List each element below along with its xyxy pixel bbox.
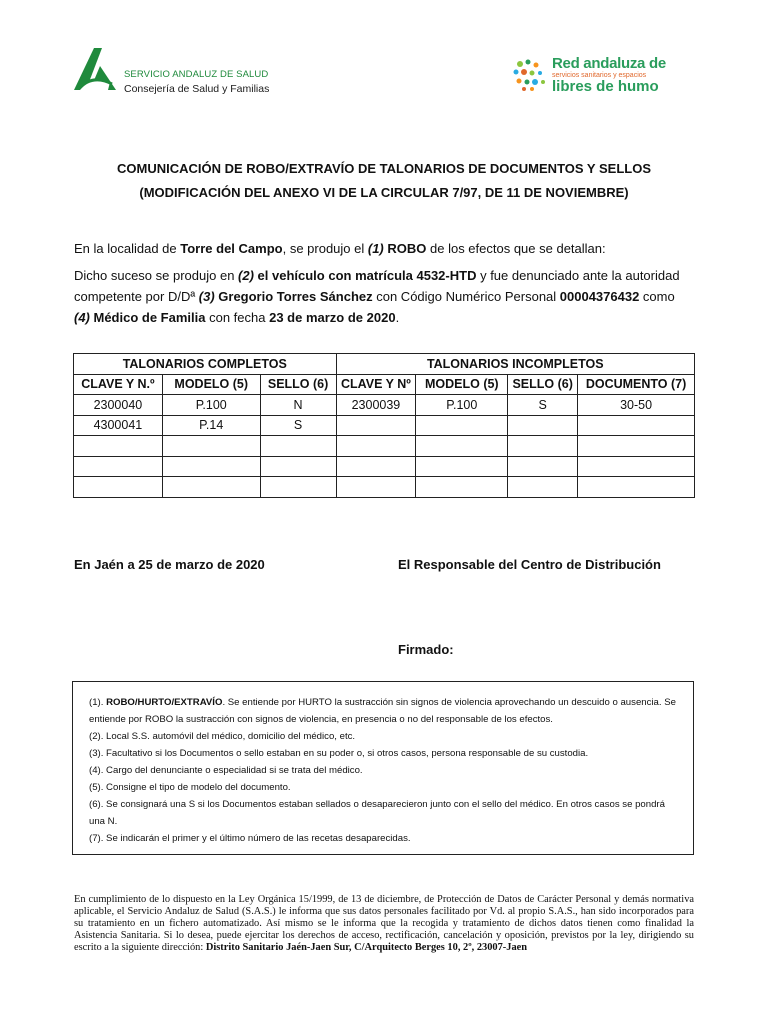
column-header: CLAVE Y N.º — [74, 374, 163, 395]
reporter-name: Gregorio Torres Sánchez — [214, 289, 373, 304]
place-date: En Jaén a 25 de marzo de 2020 — [74, 557, 265, 572]
table-cell — [578, 415, 695, 436]
red-andaluza-subtitle: servicios sanitarios y espacios — [552, 72, 647, 79]
consejeria-name: Consejería de Salud y Familias — [124, 83, 270, 95]
table-cell — [74, 456, 163, 477]
table-cell — [508, 415, 578, 436]
table-cell: 2300039 — [336, 395, 416, 416]
table-cell — [578, 477, 695, 498]
location-name: Torre del Campo — [180, 241, 283, 256]
table-cell — [162, 456, 260, 477]
table-cell — [74, 477, 163, 498]
table-cell: S — [260, 415, 336, 436]
table-cell — [416, 436, 508, 457]
report-date: 23 de marzo de 2020 — [269, 310, 396, 325]
table-cell — [260, 477, 336, 498]
table-row — [74, 395, 695, 416]
incident-paragraph: Dicho suceso se produjo en (2) el vehículo con matrícula 4532-HTD y fue denunciado ante la autoridad competente por D/Dª (3) Gregorio Torres Sánchez con Código Numérico Personal 00004376432 como (4) Médico de Familia con fecha 23 de marzo de 2020. — [74, 268, 680, 325]
red-andaluza-title: Red andaluza de — [552, 55, 666, 72]
dots-cluster-icon — [512, 58, 552, 92]
table-cell: N — [260, 395, 336, 416]
vehicle-info: el vehículo con matrícula 4532-HTD — [253, 268, 477, 283]
red-andaluza-text — [552, 56, 666, 94]
talonarios-table — [73, 353, 695, 498]
responsible-label: El Responsable del Centro de Distribución — [398, 557, 661, 572]
table-row — [74, 477, 695, 498]
table-cell — [508, 477, 578, 498]
table-cell — [508, 436, 578, 457]
footnote-1: (1). ROBO/HURTO/EXTRAVÍO. Se entiende por HURTO la sustracción sin signos de violencia aprovechando un descuido o ausencia. Se entiende por ROBO la sustracción con signos de violencia, en presencia o no del responsable de los efectos. — [89, 697, 676, 725]
column-header: MODELO (5) — [416, 374, 508, 395]
footnotes-box — [72, 681, 694, 855]
event-type: ROBO — [383, 241, 427, 256]
table-cell — [336, 415, 416, 436]
table-cell — [336, 456, 416, 477]
table-cell — [416, 477, 508, 498]
document-subtitle: (MODIFICACIÓN DEL ANEXO VI DE LA CIRCULAR 7/97, DE 11 DE NOVIEMBRE) — [139, 185, 629, 200]
table-group-header-row — [74, 354, 695, 375]
footnote-4: (4). Cargo del denunciante o especialidad si se trata del médico. — [89, 765, 363, 776]
table-cell — [336, 477, 416, 498]
table-cell — [162, 436, 260, 457]
footnote-7: (7). Se indicarán el primer y el último número de las recetas desaparecidas. — [89, 833, 411, 844]
table-cell: 2300040 — [74, 395, 163, 416]
footnote-2: (2). Local S.S. automóvil del médico, domicilio del médico, etc. — [89, 731, 356, 742]
table-cell — [578, 436, 695, 457]
sas-logo-text — [124, 68, 269, 96]
document-title: COMUNICACIÓN DE ROBO/EXTRAVÍO DE TALONARIOS DE DOCUMENTOS Y SELLOS — [116, 161, 651, 176]
sas-name: SERVICIO ANDALUZ DE SALUD — [124, 69, 269, 80]
column-header: SELLO (6) — [508, 374, 578, 395]
footnote-5: (5). Consigne el tipo de modelo del documento. — [89, 782, 291, 793]
document-header — [0, 0, 768, 110]
red-andaluza-tagline: libres de humo — [552, 78, 659, 95]
table-row — [74, 456, 695, 477]
table-cell: P.14 — [162, 415, 260, 436]
group-complete-header: TALONARIOS COMPLETOS — [74, 354, 337, 375]
footnote-3: (3). Facultativo si los Documentos o sello estaban en su poder o, si otros casos, persona responsable de su custodia. — [89, 748, 589, 759]
table-cell — [74, 436, 163, 457]
data-protection-notice: En cumplimiento de lo dispuesto en la Ley Orgánica 15/1999, de 13 de diciembre, de Protección de Datos de Carácter Personal y demás normativa aplicable, el Servicio Andaluz de Salud (S.A.S.) le informa que sus datos personales facilitado por Vd. al propio S.A.S., han sido incorporados para su tratamiento en un fichero automatizado. Así mismo se le informa que la recogida y tratamiento de dichos datos tienen como finalidad la Asistencia Sanitaria. Si lo desea, puede ejercitar los derechos de acceso, rectificación, cancelación y oposición, previstos por la ley, dirigiendo su escrito a la siguiente dirección: Distrito Sanitario Jaén-Jaen Sur, C/Arquitecto Berges 10, 2º, 23007-Jaen — [74, 894, 694, 953]
table-cell: 30-50 — [578, 395, 695, 416]
address: Distrito Sanitario Jaén-Jaen Sur, C/Arquitecto Berges 10, 2º, 23007-Jaen — [205, 942, 528, 953]
table-cell: P.100 — [162, 395, 260, 416]
table-row — [74, 436, 695, 457]
table-cell — [508, 456, 578, 477]
column-header: MODELO (5) — [162, 374, 260, 395]
table-column-header-row — [74, 374, 695, 395]
footnote-6: (6). Se consignará una S si los Documentos estaban sellados o desaparecieron junto con el sello del médico. En otros casos se pondrá una N. — [89, 799, 665, 827]
signed-label: Firmado: — [398, 642, 454, 657]
table-cell — [416, 415, 508, 436]
table-cell: 4300041 — [74, 415, 163, 436]
table-cell: S — [508, 395, 578, 416]
table-cell — [260, 436, 336, 457]
table-cell — [416, 456, 508, 477]
column-header: SELLO (6) — [260, 374, 336, 395]
junta-andalucia-emblem-icon — [70, 46, 118, 94]
table-cell — [260, 456, 336, 477]
column-header: DOCUMENTO (7) — [578, 374, 695, 395]
table-cell: P.100 — [416, 395, 508, 416]
table-cell — [162, 477, 260, 498]
table-row — [74, 415, 695, 436]
reporter-role: Médico de Familia — [89, 310, 206, 325]
personal-code: 00004376432 — [559, 289, 640, 304]
table-cell — [336, 436, 416, 457]
table-cell — [578, 456, 695, 477]
column-header: CLAVE Y Nº — [336, 374, 416, 395]
location-paragraph: En la localidad de Torre del Campo, se produjo el (1) ROBO de los efectos que se detallan: — [74, 241, 606, 256]
group-incomplete-header: TALONARIOS INCOMPLETOS — [336, 354, 695, 375]
